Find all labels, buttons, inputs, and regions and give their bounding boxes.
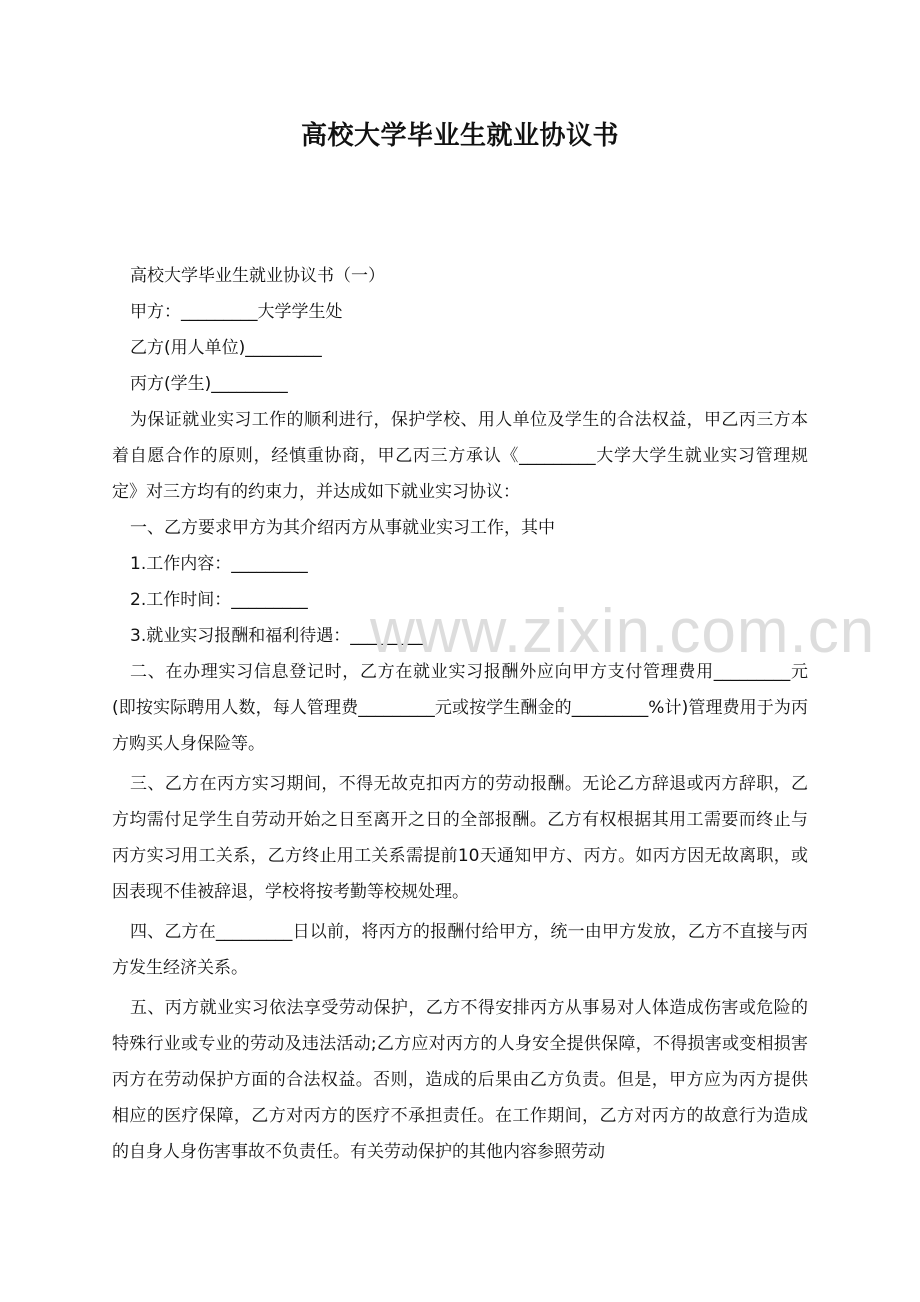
document-body	[112, 258, 808, 1170]
agreement-subtitle: 高校大学毕业生就业协议书（一）	[130, 266, 385, 286]
party-c-line: 丙方(学生)_________	[130, 374, 288, 394]
document-title: 高校大学毕业生就业协议书	[300, 121, 619, 151]
intro-paragraph: 为保证就业实习工作的顺利进行，保护学校、用人单位及学生的合法权益，甲乙丙三方本着自愿合作的原则，经慎重协商，甲乙丙三方承认《_________大学大学生就业实习管理规定》对三方均有的约束力，并达成如下就业实习协议：	[112, 410, 808, 502]
clause-5: 五、丙方就业实习依法享受劳动保护，乙方不得安排丙方从事易对人体造成伤害或危险的特殊行业或专业的劳动及违法活动;乙方应对丙方的人身安全提供保障，不得损害或变相损害丙方在劳动保护方面的合法权益。否则，造成的后果由乙方负责。但是，甲方应为丙方提供相应的医疗保障，乙方对丙方的医疗不承担责任。在工作期间，乙方对丙方的故意行为造成的自身人身伤害事故不负责任。有关劳动保护的其他内容参照劳动	[112, 998, 808, 1162]
clause-1-item-3: 3.就业实习报酬和福利待遇：_________	[130, 626, 427, 646]
party-b-line: 乙方(用人单位)_________	[130, 338, 322, 358]
site-watermark: www.zixin.com.cn	[370, 597, 876, 666]
clause-1-item-1: 1.工作内容：_________	[130, 554, 308, 574]
clause-3: 三、乙方在丙方实习期间，不得无故克扣丙方的劳动报酬。无论乙方辞退或丙方辞职，乙方均需付足学生自劳动开始之日至离开之日的全部报酬。乙方有权根据其用工需要而终止与丙方实习用工关系，乙方终止用工关系需提前10天通知甲方、丙方。如丙方因无故离职，或因表现不佳被辞退，学校将按考勤等校规处理。	[112, 774, 808, 902]
party-a-line: 甲方：_________大学学生处	[130, 302, 343, 322]
clause-1: 一、乙方要求甲方为其介绍丙方从事就业实习工作，其中	[130, 518, 555, 538]
clause-1-item-2: 2.工作时间：_________	[130, 590, 308, 610]
clause-2: 二、在办理实习信息登记时，乙方在就业实习报酬外应向甲方支付管理费用_________元(即按实际聘用人数，每人管理费_________元或按学生酬金的_________%计)管理费用于为丙方购买人身保险等。	[112, 662, 808, 754]
clause-4: 四、乙方在_________日以前，将丙方的报酬付给甲方，统一由甲方发放，乙方不直接与丙方发生经济关系。	[112, 922, 808, 978]
